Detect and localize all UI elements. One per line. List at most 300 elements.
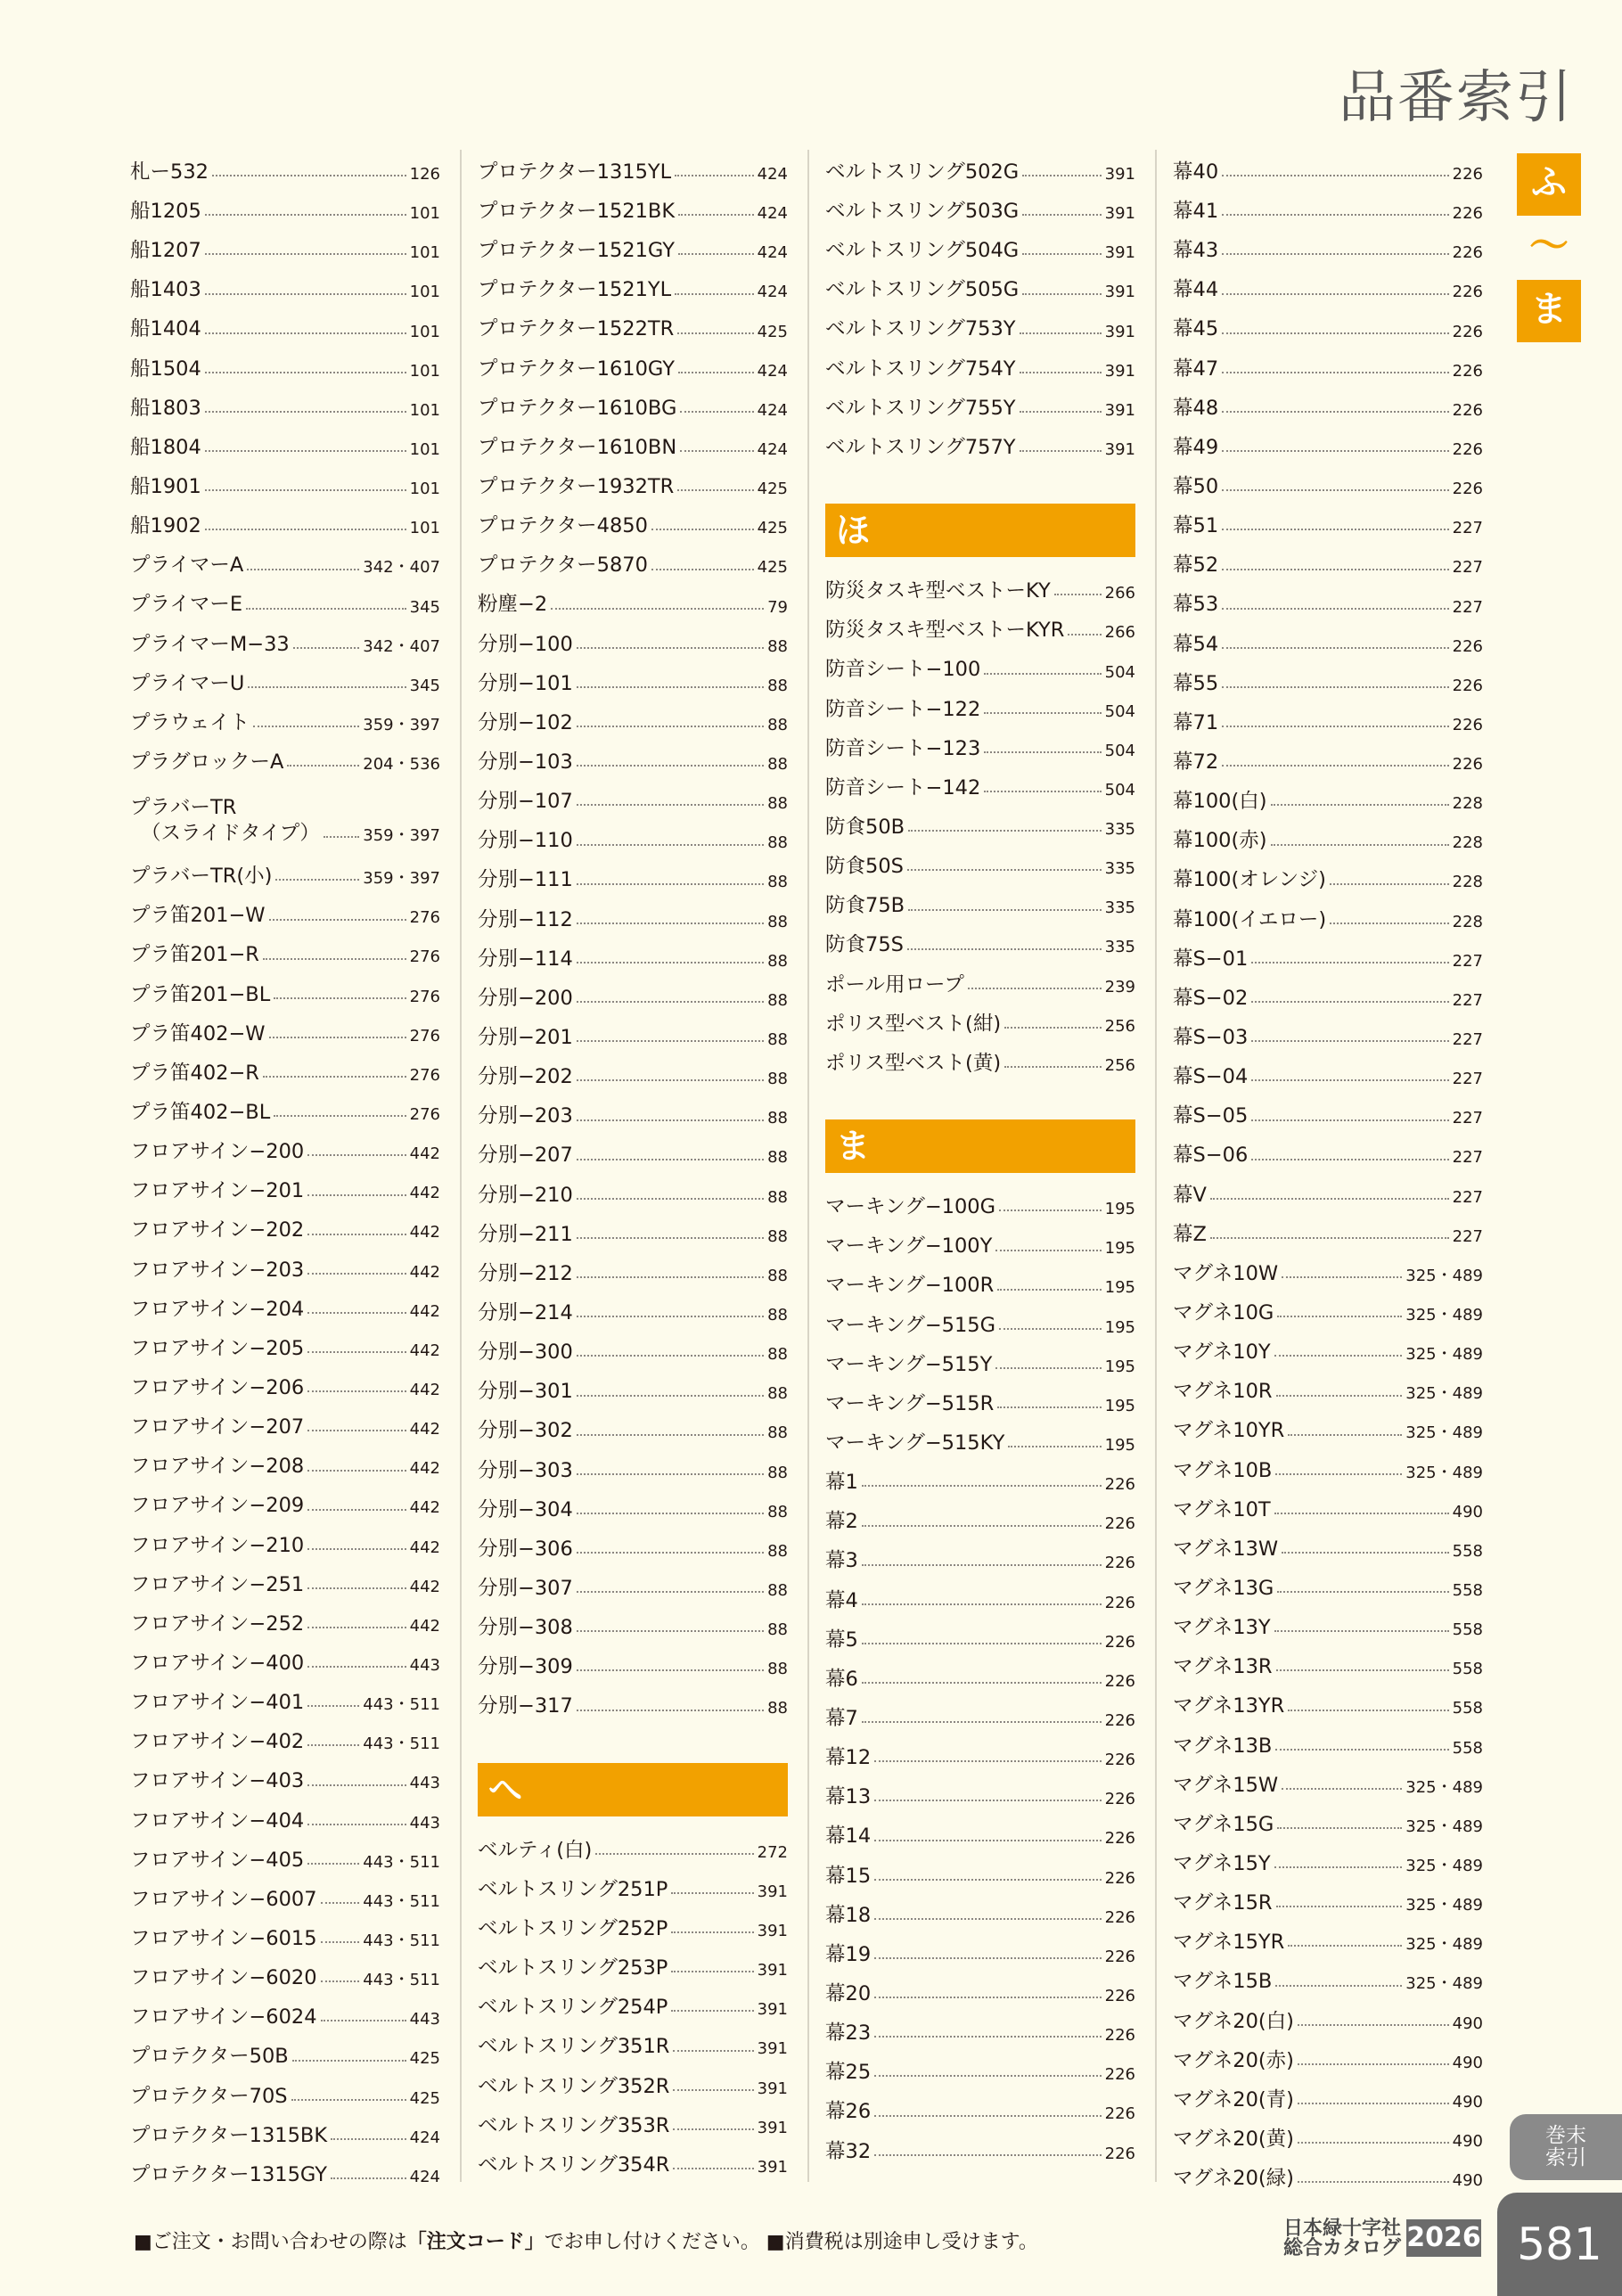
entry-product-code: マグネ13R	[1173, 1655, 1273, 1679]
entry-product-code: マグネ10W	[1173, 1261, 1279, 1285]
entry-product-code: ベルトスリング504G	[825, 239, 1020, 263]
dot-leader	[1298, 2063, 1449, 2065]
dot-leader	[246, 608, 406, 610]
entry-page-number: 504	[1104, 701, 1135, 721]
entry-page-number: 227	[1452, 597, 1483, 617]
entry-product-code: 分別−301	[478, 1380, 573, 1404]
entry-page-number: 391	[1104, 204, 1135, 224]
entry-page-number: 227	[1452, 1070, 1483, 1089]
entry-page-number: 342・407	[363, 558, 440, 578]
dot-leader	[248, 686, 406, 688]
index-entry	[130, 579, 440, 619]
entry-product-code: ベルトスリング505G	[825, 278, 1020, 302]
entry-page-number: 226	[1452, 164, 1483, 184]
dot-leader	[1222, 293, 1449, 295]
footer-note-suffix: でお申し付けください。 ■消費税は別途申し受けます。	[544, 2231, 1038, 2253]
entry-product-code: 分別−211	[478, 1222, 573, 1246]
dot-leader	[651, 529, 754, 530]
dot-leader	[321, 1941, 360, 1943]
entry-product-code: 分別−210	[478, 1183, 573, 1207]
index-entry	[1173, 855, 1483, 894]
dot-leader	[307, 1863, 359, 1865]
dot-leader	[253, 726, 359, 727]
entry-product-code: プライマーM−33	[130, 632, 290, 656]
index-entry	[1173, 1209, 1483, 1248]
entry-product-code: 幕71	[1173, 710, 1219, 734]
dot-leader	[1277, 1827, 1402, 1829]
entry-product-code: 防食75B	[825, 894, 905, 918]
entry-page-number: 226	[1452, 715, 1483, 734]
dot-leader	[1222, 489, 1449, 491]
index-entry	[1173, 1523, 1483, 1562]
entry-product-code: フロアサイン−202	[130, 1218, 305, 1242]
dot-leader	[677, 332, 753, 334]
index-entry	[825, 225, 1135, 264]
dot-leader	[1275, 1473, 1402, 1475]
index-entry	[478, 146, 788, 185]
entry-page-number: 276	[409, 947, 440, 967]
dot-leader	[671, 1931, 753, 1933]
dot-leader	[984, 673, 1101, 675]
dot-leader	[874, 1879, 1102, 1881]
entry-product-code: 幕41	[1173, 200, 1219, 224]
index-entry	[130, 619, 440, 658]
dot-leader	[577, 1119, 764, 1121]
entry-product-code: フロアサイン−6007	[130, 1887, 317, 1911]
dot-leader	[1275, 1985, 1402, 1987]
index-entry	[130, 1008, 440, 1047]
entry-page-number: 424	[757, 164, 788, 184]
index-entry	[1173, 461, 1483, 500]
index-entry	[478, 2021, 788, 2060]
brand-catalog: 総合カタログ	[1282, 2237, 1401, 2259]
index-entry	[825, 2007, 1135, 2046]
entry-page-number: 88	[767, 1384, 788, 1404]
index-entry	[825, 959, 1135, 998]
index-entry	[478, 225, 788, 264]
index-entry	[130, 343, 440, 382]
entry-page-number: 424	[757, 400, 788, 420]
entry-page-number: 490	[1452, 2171, 1483, 2191]
dot-leader	[577, 1237, 764, 1239]
entry-page-number: 442	[409, 1577, 440, 1596]
index-entry	[825, 1037, 1135, 1077]
entry-page-number: 424	[757, 283, 788, 302]
entry-product-code: プロテクター1315GY	[130, 2162, 327, 2186]
dot-leader	[997, 1406, 1101, 1408]
entry-page-number: 88	[767, 1699, 788, 1718]
index-entry	[478, 1484, 788, 1523]
entry-page-number: 88	[767, 1423, 788, 1443]
index-entry	[478, 382, 788, 422]
index-entry	[1173, 1641, 1483, 1680]
entry-product-code: 幕72	[1173, 750, 1219, 774]
index-column-2	[478, 146, 788, 2178]
index-entry	[130, 1598, 440, 1637]
entry-page-number: 443	[409, 1774, 440, 1793]
entry-page-number: 226	[1104, 1632, 1135, 1652]
entry-product-code: 分別−111	[478, 868, 573, 892]
index-entry	[478, 2100, 788, 2139]
entry-product-code: 分別−308	[478, 1616, 573, 1640]
section-heading: ほ	[825, 504, 1135, 557]
entry-page-number: 88	[767, 794, 788, 814]
entry-product-code: 幕45	[1173, 317, 1219, 341]
dot-leader	[1222, 450, 1449, 452]
entry-page-number: 239	[1104, 977, 1135, 996]
dot-leader	[874, 1840, 1102, 1841]
entry-product-code: 船1403	[130, 278, 201, 302]
entry-product-code: 分別−303	[478, 1458, 573, 1482]
entry-page-number: 490	[1452, 2131, 1483, 2151]
entry-page-number: 226	[1452, 480, 1483, 499]
dot-leader	[1251, 1001, 1448, 1003]
index-entry	[825, 1653, 1135, 1693]
index-entry	[478, 855, 788, 894]
dot-leader	[1008, 1446, 1101, 1447]
entry-product-code: 幕7	[825, 1706, 858, 1730]
entry-page-number: 490	[1452, 2092, 1483, 2112]
entry-page-number: 325・489	[1405, 1266, 1483, 1285]
entry-product-code: 分別−200	[478, 986, 573, 1010]
index-entry	[825, 723, 1135, 762]
entry-product-code: マグネ13B	[1173, 1734, 1273, 1758]
tab-range-wave: 〜	[1529, 223, 1569, 268]
entry-page-number: 443・511	[363, 1931, 440, 1950]
index-entry	[1173, 2074, 1483, 2113]
dot-leader	[1020, 411, 1102, 413]
dot-leader	[307, 1824, 406, 1825]
entry-page-number: 226	[1104, 1868, 1135, 1888]
dot-leader	[307, 1784, 406, 1786]
entry-page-number: 195	[1104, 1239, 1135, 1259]
dot-leader	[678, 214, 754, 216]
index-entry	[130, 1401, 440, 1440]
entry-product-code: マグネ10B	[1173, 1458, 1273, 1482]
entry-product-code: フロアサイン−402	[130, 1730, 305, 1754]
index-entry	[1173, 1365, 1483, 1405]
entry-page-number: 227	[1452, 1109, 1483, 1128]
entry-page-number: 359・397	[363, 869, 440, 889]
index-entry	[1173, 1799, 1483, 1838]
entry-page-number: 442	[409, 1616, 440, 1636]
dot-leader	[874, 1957, 1102, 1959]
entry-page-number: 425	[409, 2049, 440, 2069]
column-divider	[1155, 150, 1157, 2182]
index-entry	[825, 684, 1135, 723]
entry-product-code: 幕43	[1173, 239, 1219, 263]
dot-leader	[1022, 253, 1101, 255]
entry-page-number: 226	[1452, 439, 1483, 459]
dot-leader	[595, 1853, 753, 1855]
entry-page-number: 558	[1452, 1620, 1483, 1640]
entry-page-number: 226	[1104, 1947, 1135, 1966]
index-entry	[1173, 146, 1483, 185]
index-entry	[130, 1165, 440, 1204]
dot-leader	[331, 2138, 406, 2140]
entry-product-code: フロアサイン−6015	[130, 1926, 317, 1950]
index-entry	[825, 1614, 1135, 1653]
index-entry	[478, 1641, 788, 1680]
dot-leader	[307, 1548, 406, 1550]
entry-page-number: 443	[409, 1656, 440, 1676]
dot-leader	[680, 411, 753, 413]
dot-leader	[307, 1273, 406, 1275]
dot-leader	[577, 1552, 764, 1554]
entry-page-number: 335	[1104, 938, 1135, 957]
entry-page-number: 442	[409, 1459, 440, 1479]
entry-page-number: 88	[767, 873, 788, 892]
index-entry	[1173, 343, 1483, 382]
entry-page-number: 442	[409, 1498, 440, 1518]
entry-product-code: ベルトスリング254P	[478, 1996, 668, 2020]
entry-product-code: 幕20	[825, 1981, 872, 2005]
entry-product-code: ポリス型ベスト(黄)	[825, 1051, 1002, 1075]
entry-product-code: プライマーE	[130, 593, 243, 617]
entry-page-number: 558	[1452, 1738, 1483, 1758]
entry-product-code: 船1803	[130, 396, 201, 420]
entry-page-number: 226	[1452, 755, 1483, 775]
index-entry	[478, 264, 788, 303]
entry-page-number: 88	[767, 833, 788, 853]
index-entry	[130, 2149, 440, 2188]
section-tab-ma[interactable]: ま	[1517, 280, 1581, 342]
entry-page-number: 88	[767, 1187, 788, 1207]
brand-label	[1266, 2219, 1401, 2259]
entry-product-code: フロアサイン−200	[130, 1140, 305, 1164]
footer-note-prefix: ■ご注文・お問い合わせの際は	[134, 2231, 407, 2253]
index-entry	[1173, 539, 1483, 578]
index-entry	[130, 539, 440, 578]
entry-page-number: 195	[1104, 1436, 1135, 1456]
index-entry	[478, 1406, 788, 1445]
dot-leader	[307, 1509, 406, 1511]
dot-leader	[874, 1760, 1102, 1762]
entry-page-number: 227	[1452, 951, 1483, 971]
index-entry	[130, 500, 440, 539]
entry-product-code: 分別−112	[478, 907, 573, 931]
entry-product-code: 幕53	[1173, 593, 1219, 617]
index-entry	[825, 1417, 1135, 1456]
entry-product-code: プラ笛201−W	[130, 904, 266, 928]
entry-page-number: 88	[767, 1541, 788, 1561]
entry-page-number: 88	[767, 1463, 788, 1482]
entry-product-code: 船1902	[130, 514, 201, 538]
index-entry	[825, 880, 1135, 919]
entry-product-code: マグネ15B	[1173, 1970, 1273, 1994]
entry-page-number: 391	[757, 2000, 788, 2020]
index-entry	[130, 1637, 440, 1677]
entry-page-number: 443・511	[363, 1891, 440, 1911]
entry-product-code: 幕32	[825, 2139, 872, 2163]
entry-product-code: 札ー532	[130, 160, 209, 184]
index-entry	[825, 185, 1135, 225]
appendix-index-tab[interactable]	[1510, 2114, 1622, 2180]
index-entry	[1173, 1012, 1483, 1051]
entry-page-number: 276	[409, 1105, 440, 1125]
index-entry	[1173, 1051, 1483, 1090]
entry-product-code: 幕100(白)	[1173, 790, 1267, 814]
entry-page-number: 88	[767, 990, 788, 1010]
section-spacer	[825, 1077, 1135, 1116]
dot-leader	[908, 830, 1102, 832]
entry-product-code: フロアサイン−203	[130, 1258, 305, 1282]
entry-product-code: ベルトスリング353R	[478, 2113, 670, 2137]
dot-leader	[577, 922, 764, 924]
entry-product-code: マーキング−100G	[825, 1195, 996, 1219]
entry-product-code: 防災タスキ型ベストーKYR	[825, 619, 1065, 643]
entry-product-code: プロテクター1521YL	[478, 278, 672, 302]
dot-leader	[577, 844, 764, 846]
entry-page-number: 335	[1104, 820, 1135, 840]
dot-leader	[1222, 253, 1449, 255]
dot-leader	[997, 1289, 1101, 1291]
entry-page-number: 325・489	[1405, 1857, 1483, 1875]
entry-page-number: 490	[1452, 1502, 1483, 1521]
index-entry	[478, 1864, 788, 1903]
index-entry	[130, 658, 440, 697]
dot-leader	[1275, 1749, 1448, 1751]
entry-product-code: フロアサイン−201	[130, 1179, 305, 1203]
dot-leader	[287, 765, 359, 767]
index-entry	[130, 969, 440, 1008]
entry-page-number: 442	[409, 1144, 440, 1164]
entry-page-number: 228	[1452, 873, 1483, 892]
entry-product-code: フロアサイン−208	[130, 1455, 305, 1479]
entry-product-code: 幕4	[825, 1588, 858, 1612]
dot-leader	[862, 1485, 1102, 1487]
index-entry	[130, 461, 440, 500]
entry-product-code: ベルトスリング251P	[478, 1877, 668, 1901]
entry-product-code: ポール用ロープ	[825, 972, 964, 996]
entry-page-number: 325・489	[1405, 1384, 1483, 1404]
entry-page-number: 272	[757, 1842, 788, 1862]
index-entry	[1173, 225, 1483, 264]
index-entry	[1173, 1445, 1483, 1484]
index-entry	[478, 933, 788, 972]
entry-page-number: 227	[1452, 1226, 1483, 1246]
entry-product-code: 分別−309	[478, 1655, 573, 1679]
entry-product-code: 分別−100	[478, 632, 573, 656]
entry-page-number: 391	[757, 2079, 788, 2098]
index-entry	[478, 697, 788, 736]
entry-page-number: 391	[1104, 439, 1135, 459]
index-entry	[478, 1824, 788, 1864]
dot-leader	[205, 450, 406, 452]
dot-leader	[1298, 2142, 1449, 2144]
index-entry	[825, 1771, 1135, 1810]
index-entry	[478, 1248, 788, 1287]
entry-page-number: 424	[409, 2128, 440, 2147]
entry-product-code	[130, 795, 320, 848]
entry-page-number: 228	[1452, 912, 1483, 931]
index-entry	[478, 304, 788, 343]
index-entry	[1173, 775, 1483, 815]
entry-page-number: 226	[1104, 1987, 1135, 2005]
index-column-4	[1173, 146, 1483, 2192]
entry-product-code: フロアサイン−207	[130, 1415, 305, 1439]
index-entry	[478, 500, 788, 539]
entry-page-number: 88	[767, 715, 788, 734]
entry-page-number: 227	[1452, 1030, 1483, 1050]
entry-product-code: 防食75S	[825, 933, 904, 957]
entry-product-code: 幕52	[1173, 554, 1219, 578]
dot-leader	[205, 529, 406, 530]
dot-leader	[293, 647, 360, 649]
entry-page-number: 442	[409, 1420, 440, 1439]
section-heading: ま	[825, 1119, 1135, 1173]
entry-page-number: 256	[1104, 1016, 1135, 1036]
index-entry	[1173, 697, 1483, 736]
dot-leader	[1282, 1276, 1402, 1278]
index-entry	[825, 1378, 1135, 1417]
entry-page-number: 226	[1104, 2026, 1135, 2046]
dot-leader	[1222, 647, 1449, 649]
entry-product-code: フロアサイン−6020	[130, 1966, 317, 1990]
index-entry	[825, 604, 1135, 644]
entry-page-number: 335	[1104, 859, 1135, 879]
entry-product-code: プロテクター1610BN	[478, 435, 677, 459]
dot-leader	[678, 372, 754, 373]
index-entry	[478, 1981, 788, 2021]
index-entry	[478, 658, 788, 697]
entry-page-number: 226	[1452, 361, 1483, 381]
index-entry	[825, 1456, 1135, 1496]
index-entry	[478, 185, 788, 225]
dot-leader	[205, 253, 406, 255]
index-entry	[1173, 1996, 1483, 2035]
entry-page-number: 88	[767, 1226, 788, 1246]
index-entry	[478, 972, 788, 1012]
index-entry	[825, 1929, 1135, 1968]
dot-leader	[577, 1159, 764, 1160]
entry-page-number: 443・511	[363, 1852, 440, 1872]
dot-leader	[275, 879, 359, 881]
index-entry	[1173, 1287, 1483, 1326]
entry-page-number: 558	[1452, 1541, 1483, 1561]
entry-product-code: 幕51	[1173, 514, 1219, 538]
entry-product-code: プライマーA	[130, 554, 244, 578]
dot-leader	[671, 1892, 753, 1894]
dot-leader	[205, 372, 406, 373]
entry-product-code: 船1404	[130, 317, 201, 341]
entry-page-number: 442	[409, 1538, 440, 1557]
index-entry	[825, 2126, 1135, 2165]
entry-page-number: 276	[409, 987, 440, 1006]
entry-product-code: 船1205	[130, 200, 201, 224]
entry-product-code: 幕S−04	[1173, 1065, 1249, 1089]
dot-leader	[307, 1705, 359, 1707]
entry-product-code: プロテクター70S	[130, 2084, 288, 2108]
entry-product-code: マーキング−100R	[825, 1274, 995, 1298]
dot-leader	[1222, 765, 1449, 767]
dot-leader	[1004, 1027, 1102, 1029]
entry-page-number: 88	[767, 1148, 788, 1168]
side-tab-label-line1: 巻末	[1545, 2124, 1586, 2147]
index-entry	[1173, 1248, 1483, 1287]
dot-leader	[1330, 922, 1449, 924]
entry-product-code: ベルトスリング503G	[825, 200, 1020, 224]
dot-leader	[577, 647, 764, 649]
dot-leader	[984, 712, 1101, 714]
dot-leader	[307, 1351, 406, 1353]
dot-leader	[908, 909, 1102, 911]
dot-leader	[577, 1395, 764, 1397]
entry-product-code: ベルティ(白)	[478, 1838, 593, 1862]
entry-product-code: マーキング−515KY	[825, 1431, 1005, 1455]
section-tab-fu[interactable]: ふ	[1517, 153, 1581, 216]
entry-product-code: マーキング−100Y	[825, 1234, 993, 1259]
